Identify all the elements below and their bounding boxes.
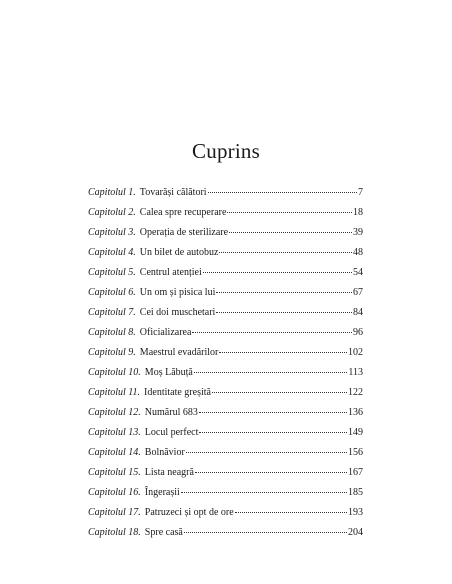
- page-number: 48: [353, 247, 363, 258]
- leader-dots: [181, 492, 347, 493]
- leader-dots: [199, 412, 347, 413]
- chapter-number: Capitolul 13.: [88, 427, 141, 438]
- toc-entry: [88, 243, 363, 263]
- chapter-title: Un bilet de autobuz: [139, 247, 219, 258]
- leader-dots: [216, 312, 352, 313]
- leader-dots: [219, 352, 347, 353]
- chapter-title: Oficializarea: [139, 327, 192, 338]
- chapter-number: Capitolul 14.: [88, 447, 141, 458]
- page-number: 54: [353, 267, 363, 278]
- chapter-number: Capitolul 5.: [88, 267, 136, 278]
- page-number: 204: [348, 527, 363, 538]
- chapter-number: Capitolul 9.: [88, 347, 136, 358]
- leader-dots: [192, 332, 352, 333]
- chapter-number: Capitolul 18.: [88, 527, 141, 538]
- chapter-title: Îngerașii: [144, 487, 180, 498]
- page-number: 39: [353, 227, 363, 238]
- page-number: 193: [348, 507, 363, 518]
- chapter-title: Lista neagră: [144, 467, 194, 478]
- leader-dots: [194, 372, 348, 373]
- toc-entry: [88, 343, 363, 363]
- chapter-number: Capitolul 15.: [88, 467, 141, 478]
- leader-dots: [212, 392, 347, 393]
- leader-dots: [184, 532, 347, 533]
- toc-entry: [88, 363, 363, 383]
- page-number: 136: [348, 407, 363, 418]
- toc-entry: [88, 403, 363, 423]
- chapter-title: Locul perfect: [144, 427, 199, 438]
- chapter-number: Capitolul 2.: [88, 207, 136, 218]
- page-number: 167: [348, 467, 363, 478]
- leader-dots: [229, 232, 352, 233]
- leader-dots: [235, 512, 347, 513]
- chapter-number: Capitolul 3.: [88, 227, 136, 238]
- toc-entry: [88, 283, 363, 303]
- toc-entry: [88, 223, 363, 243]
- chapter-number: Capitolul 10.: [88, 367, 141, 378]
- toc-entry: [88, 443, 363, 463]
- toc-entry: [88, 463, 363, 483]
- chapter-number: Capitolul 1.: [88, 187, 136, 198]
- chapter-title: Centrul atenției: [139, 267, 202, 278]
- leader-dots: [199, 432, 347, 433]
- page-title: Cuprins: [192, 139, 260, 163]
- chapter-number: Capitolul 11.: [88, 387, 141, 398]
- chapter-title: Numărul 683: [144, 407, 198, 418]
- chapter-title: Cei doi muschetari: [139, 307, 216, 318]
- leader-dots: [208, 192, 357, 193]
- chapter-number: Capitolul 8.: [88, 327, 136, 338]
- page-number: 96: [353, 327, 363, 338]
- toc-entry: [88, 323, 363, 343]
- chapter-number: Capitolul 17.: [88, 507, 141, 518]
- toc-entry: [88, 483, 363, 503]
- chapter-title: Tovarăși călători: [139, 187, 207, 198]
- page-number: 67: [353, 287, 363, 298]
- toc-entry: [88, 423, 363, 443]
- page-number: 185: [348, 487, 363, 498]
- chapter-title: Bolnăvior: [144, 447, 185, 458]
- toc-entry: [88, 383, 363, 403]
- leader-dots: [216, 292, 352, 293]
- page-number: 156: [348, 447, 363, 458]
- leader-dots: [195, 472, 347, 473]
- table-of-contents: [88, 183, 363, 543]
- page-number: 84: [353, 307, 363, 318]
- page-number: 113: [348, 367, 363, 378]
- chapter-number: Capitolul 7.: [88, 307, 136, 318]
- toc-entry: [88, 263, 363, 283]
- page-number: 122: [348, 387, 363, 398]
- leader-dots: [186, 452, 347, 453]
- chapter-number: Capitolul 4.: [88, 247, 136, 258]
- page-number: 18: [353, 207, 363, 218]
- chapter-title: Spre casă: [144, 527, 183, 538]
- chapter-number: Capitolul 16.: [88, 487, 141, 498]
- toc-entry: [88, 523, 363, 543]
- chapter-number: Capitolul 6.: [88, 287, 136, 298]
- toc-entry: [88, 503, 363, 523]
- toc-entry: [88, 203, 363, 223]
- toc-entry: [88, 303, 363, 323]
- page-number: 149: [348, 427, 363, 438]
- chapter-title: Un om și pisica lui: [139, 287, 216, 298]
- chapter-title: Moș Lăbuță: [144, 367, 193, 378]
- chapter-title: Patruzeci și opt de ore: [144, 507, 234, 518]
- chapter-title: Operația de sterilizare: [139, 227, 229, 238]
- page-number: 102: [348, 347, 363, 358]
- chapter-title: Maestrul evadărilor: [139, 347, 219, 358]
- leader-dots: [219, 252, 352, 253]
- chapter-title: Calea spre recuperare: [139, 207, 227, 218]
- toc-entry: [88, 183, 363, 203]
- chapter-title: Identitate greșită: [144, 387, 211, 398]
- chapter-number: Capitolul 12.: [88, 407, 141, 418]
- leader-dots: [227, 212, 352, 213]
- leader-dots: [203, 272, 352, 273]
- page-number: 7: [358, 187, 363, 198]
